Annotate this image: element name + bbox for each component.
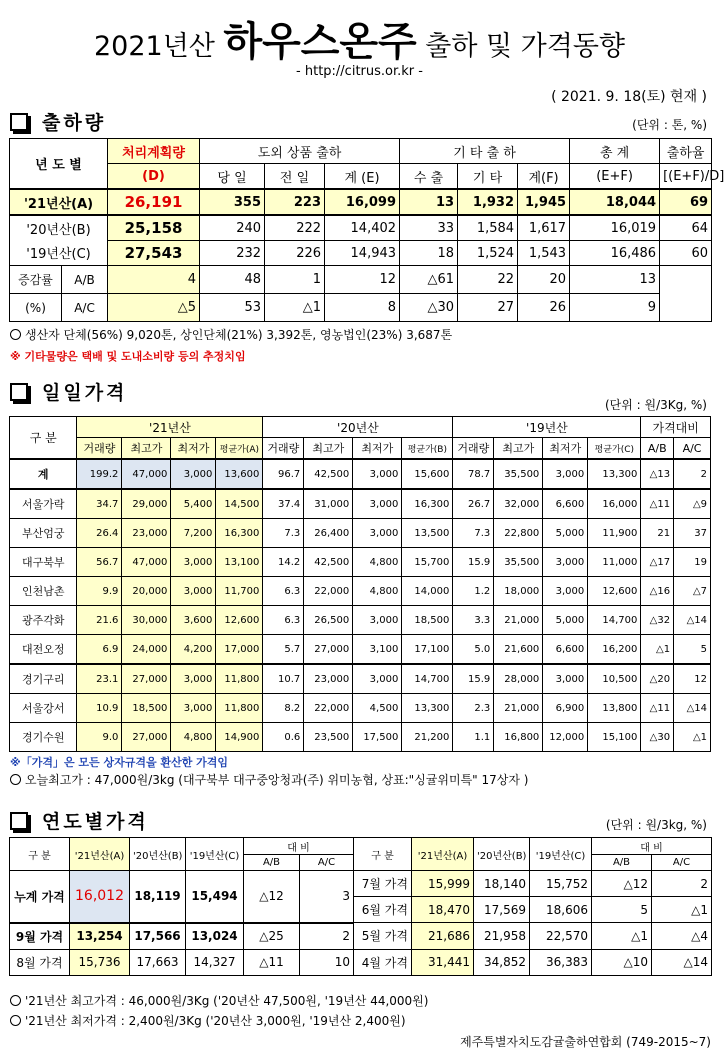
price-cell: 9.0 <box>77 723 122 752</box>
table-row <box>10 459 711 489</box>
price-cell: 13,500 <box>402 519 453 548</box>
price-cell: 29,000 <box>122 489 171 519</box>
table-row: 8월 가격 15,736 17,663 14,327 △11 10 4월 가격 31,441 34,852 36,383 △10 △14 <box>10 949 712 975</box>
price-cell: 15,700 <box>402 548 453 577</box>
price-cell: 0.6 <box>263 723 304 752</box>
circle-bullet-icon <box>10 1015 21 1026</box>
price-cell: △11 <box>641 489 674 519</box>
yearly-unit: (단위 : 원/3kg, %) <box>605 818 707 832</box>
circle-bullet-icon <box>10 329 21 340</box>
price-cell: 37 <box>674 519 711 548</box>
header-rate: 출하율 <box>660 139 712 164</box>
title-suffix: 출하 및 가격동향 <box>425 31 626 62</box>
price-cell: 3.3 <box>453 606 494 635</box>
daily-unit: (단위 : 원/3Kg, %) <box>604 398 707 412</box>
price-cell: 8.2 <box>263 694 304 723</box>
header-plan: 처리계획량 <box>108 139 200 164</box>
price-cell: 26.4 <box>77 519 122 548</box>
price-cell: 14,000 <box>402 577 453 606</box>
price-cell: 47,000 <box>122 548 171 577</box>
table-row <box>10 577 711 606</box>
price-cell: △14 <box>674 694 711 723</box>
checkbox-square-icon <box>10 383 28 401</box>
price-cell: 18,000 <box>494 577 543 606</box>
price-cell: △9 <box>674 489 711 519</box>
header-gubun: 구 분 <box>10 417 77 460</box>
price-cell: 23,500 <box>304 723 353 752</box>
price-note: ※「가격」은 모든 상자규격을 환산한 가격임 <box>10 756 229 769</box>
price-cell: 199.2 <box>77 459 122 489</box>
price-cell: 7.3 <box>453 519 494 548</box>
price-cell: 16,200 <box>588 635 641 665</box>
price-cell: 18,500 <box>402 606 453 635</box>
max-price-note: '21년산 최고가격 : 46,000원/3Kg ('20년산 47,500원, '19년산 44,000원) <box>10 992 428 1009</box>
price-cell: 5,400 <box>171 489 216 519</box>
column-header: 최저가 <box>171 438 216 460</box>
shipment-unit: (단위 : 톤, %) <box>632 118 707 132</box>
min-price-note: '21년산 최저가격 : 2,400원/3Kg ('20년산 3,000원, '19년산 2,400원) <box>10 1012 406 1029</box>
price-cell: 27,000 <box>122 723 171 752</box>
column-header: 최고가 <box>494 438 543 460</box>
header-year: 년 도 별 <box>10 139 108 190</box>
price-cell: 13,300 <box>402 694 453 723</box>
price-cell: 5,000 <box>543 519 588 548</box>
price-cell: 7,200 <box>171 519 216 548</box>
price-cell: 19 <box>674 548 711 577</box>
market-name: 부산엄궁 <box>10 519 77 548</box>
header-21: '21년산 <box>77 417 263 438</box>
price-cell: 31,000 <box>304 489 353 519</box>
price-cell: △17 <box>641 548 674 577</box>
header-inside: 도외 상품 출하 <box>200 139 400 164</box>
price-cell: 3,000 <box>543 577 588 606</box>
price-cell: 22,800 <box>494 519 543 548</box>
checkbox-square-icon <box>10 113 28 131</box>
price-cell: 42,500 <box>304 548 353 577</box>
column-header: 거래량 <box>453 438 494 460</box>
price-cell: 5.7 <box>263 635 304 665</box>
column-header: 최고가 <box>304 438 353 460</box>
price-cell: △11 <box>641 694 674 723</box>
column-header: 최고가 <box>122 438 171 460</box>
price-cell: △30 <box>641 723 674 752</box>
header-plan-d: (D) <box>108 164 200 190</box>
price-cell: 3,000 <box>543 664 588 694</box>
daily-heading: 일일가격 <box>10 378 127 405</box>
header-prev: 전 일 <box>265 164 325 190</box>
price-cell: 56.7 <box>77 548 122 577</box>
market-name: 경기수원 <box>10 723 77 752</box>
price-cell: 3,000 <box>171 548 216 577</box>
table-row <box>10 519 711 548</box>
price-cell: 26,400 <box>304 519 353 548</box>
column-header: 평균가(C) <box>588 438 641 460</box>
price-cell: 23.1 <box>77 664 122 694</box>
price-cell: 22,000 <box>304 694 353 723</box>
header-etc: 기 타 <box>458 164 518 190</box>
header-sum-f: 계(F) <box>518 164 570 190</box>
price-cell: 23,000 <box>122 519 171 548</box>
page-title <box>0 10 719 67</box>
price-cell: 6.9 <box>77 635 122 665</box>
market-name: 대전오정 <box>10 635 77 665</box>
market-name: 계 <box>10 459 77 489</box>
table-row: '19년산(C) 27,543 232 226 14,943 18 1,524 1,543 16,486 60 <box>10 241 712 266</box>
market-name: 인천남촌 <box>10 577 77 606</box>
price-cell: △1 <box>641 635 674 665</box>
price-cell: 32,000 <box>494 489 543 519</box>
price-cell: 34.7 <box>77 489 122 519</box>
price-cell: 16,000 <box>588 489 641 519</box>
price-cell: 30,000 <box>122 606 171 635</box>
title-main: 하우스온주 <box>223 19 417 65</box>
price-cell: 35,500 <box>494 459 543 489</box>
column-header: 거래량 <box>77 438 122 460</box>
price-cell: 21,600 <box>494 635 543 665</box>
circle-bullet-icon <box>10 995 21 1006</box>
price-cell: 6,900 <box>543 694 588 723</box>
column-header: 최저가 <box>353 438 402 460</box>
column-header: A/C <box>674 438 711 460</box>
price-cell: 10.9 <box>77 694 122 723</box>
price-cell: 27,000 <box>122 664 171 694</box>
price-cell: 16,800 <box>494 723 543 752</box>
price-cell: △13 <box>641 459 674 489</box>
checkbox-square-icon <box>10 812 28 830</box>
table-row <box>10 694 711 723</box>
price-cell: 21,000 <box>494 694 543 723</box>
price-cell: 15,600 <box>402 459 453 489</box>
price-cell: △1 <box>674 723 711 752</box>
table-row <box>10 635 711 665</box>
price-cell: 18,500 <box>122 694 171 723</box>
price-cell: 3,000 <box>171 459 216 489</box>
price-cell: 5 <box>674 635 711 665</box>
price-cell: 42,500 <box>304 459 353 489</box>
price-cell: 11,800 <box>216 664 263 694</box>
header-total: 총 계 <box>570 139 660 164</box>
column-header: 거래량 <box>263 438 304 460</box>
price-cell: 2.3 <box>453 694 494 723</box>
table-row <box>10 548 711 577</box>
price-cell: 11,700 <box>216 577 263 606</box>
shipment-heading: 출하량 <box>10 108 106 135</box>
price-cell: 3,000 <box>353 606 402 635</box>
price-cell: 3,000 <box>543 548 588 577</box>
price-cell: 3,000 <box>171 694 216 723</box>
price-cell: 3,000 <box>353 519 402 548</box>
table-row <box>10 664 711 694</box>
price-cell: 17,000 <box>216 635 263 665</box>
price-cell: 35,500 <box>494 548 543 577</box>
yearly-price-table: 구 분 '21년산(A) '20년산(B) '19년산(C) 대 비 구 분 '21년산(A) '20년산(B) '19년산(C) 대 비 A/B A/C A/B A/C 누계 가격 16,012 18,119 15,494 △12 3 7월 가격 15,999 18,140 15,752 △12 2 6월 가격 18,470 17,569 18,606 5 △1 9월 가격 13,254 17,566 13,024 △25 2 5월 가격 21,686 21,958 22,570 △1 △4 8월 가격 15,736 17,663 14,327 △11 10 4월 가격 31,441 34,852 36,383 △10 △14 <box>9 837 712 976</box>
price-cell: 26.7 <box>453 489 494 519</box>
header-export: 수 출 <box>400 164 458 190</box>
price-cell: 13,800 <box>588 694 641 723</box>
price-cell: 4,500 <box>353 694 402 723</box>
price-cell: △20 <box>641 664 674 694</box>
price-cell: 11,800 <box>216 694 263 723</box>
price-cell: 26,500 <box>304 606 353 635</box>
price-cell: 2 <box>674 459 711 489</box>
header-other: 기 타 출 하 <box>400 139 570 164</box>
price-cell: 15,100 <box>588 723 641 752</box>
price-cell: 3,000 <box>353 489 402 519</box>
header-compare: 가격대비 <box>641 417 711 438</box>
table-row: '21년산(A) 26,191 355 223 16,099 13 1,932 1,945 18,044 69 <box>10 189 712 215</box>
price-cell: 4,800 <box>353 548 402 577</box>
producer-note: 생산자 단체(56%) 9,020톤, 상인단체(21%) 3,392톤, 영농법인(23%) 3,687톤 <box>10 326 452 343</box>
price-cell: 12 <box>674 664 711 694</box>
price-cell: 5,000 <box>543 606 588 635</box>
price-cell: 47,000 <box>122 459 171 489</box>
price-cell: 4,800 <box>353 577 402 606</box>
price-cell: 14,900 <box>216 723 263 752</box>
price-cell: 3,000 <box>171 577 216 606</box>
price-cell: 17,100 <box>402 635 453 665</box>
price-cell: 11,000 <box>588 548 641 577</box>
price-cell: 16,300 <box>402 489 453 519</box>
header-20: '20년산 <box>263 417 453 438</box>
price-cell: △16 <box>641 577 674 606</box>
price-cell: 1.1 <box>453 723 494 752</box>
price-cell: 11,900 <box>588 519 641 548</box>
price-cell: 10,500 <box>588 664 641 694</box>
table-row: 6월 가격 18,470 17,569 18,606 5 △1 <box>10 897 712 923</box>
header-rate-formula: [(E+F)/D] <box>660 164 712 190</box>
market-name: 광주각화 <box>10 606 77 635</box>
price-cell: 24,000 <box>122 635 171 665</box>
price-cell: 20,000 <box>122 577 171 606</box>
price-cell: 14,500 <box>216 489 263 519</box>
footer-org: 제주특별자치도감귤출하연합회 (749-2015~7) <box>460 1035 711 1049</box>
price-cell: 16,300 <box>216 519 263 548</box>
table-row <box>10 489 711 519</box>
price-cell: 28,000 <box>494 664 543 694</box>
report-date: ( 2021. 9. 18(토) 현재 ) <box>551 89 707 105</box>
table-row: 누계 가격 16,012 18,119 15,494 △12 3 7월 가격 15,999 18,140 15,752 △12 2 <box>10 871 712 897</box>
column-header: 최저가 <box>543 438 588 460</box>
price-cell: 21 <box>641 519 674 548</box>
price-cell: 6.3 <box>263 606 304 635</box>
title-prefix: 2021년산 <box>93 31 215 62</box>
table-row <box>10 723 711 752</box>
price-cell: 21,200 <box>402 723 453 752</box>
price-cell: 3,600 <box>171 606 216 635</box>
price-cell: 13,100 <box>216 548 263 577</box>
market-name: 서울가락 <box>10 489 77 519</box>
price-cell: 3,000 <box>353 664 402 694</box>
column-header: A/B <box>641 438 674 460</box>
price-cell: 15.9 <box>453 548 494 577</box>
price-cell: 5.0 <box>453 635 494 665</box>
market-name: 서울강서 <box>10 694 77 723</box>
price-cell: 3,000 <box>353 459 402 489</box>
price-cell: 12,000 <box>543 723 588 752</box>
price-cell: △14 <box>674 606 711 635</box>
table-row: 9월 가격 13,254 17,566 13,024 △25 2 5월 가격 21,686 21,958 22,570 △1 △4 <box>10 923 712 950</box>
column-header: 평균가(B) <box>402 438 453 460</box>
price-cell: 78.7 <box>453 459 494 489</box>
price-cell: 3,000 <box>543 459 588 489</box>
price-cell: 10.7 <box>263 664 304 694</box>
price-cell: 21,000 <box>494 606 543 635</box>
price-cell: 17,500 <box>353 723 402 752</box>
price-cell: 14,700 <box>402 664 453 694</box>
price-cell: 14,700 <box>588 606 641 635</box>
market-name: 대구북부 <box>10 548 77 577</box>
price-cell: 7.3 <box>263 519 304 548</box>
price-cell: 13,300 <box>588 459 641 489</box>
price-cell: 27,000 <box>304 635 353 665</box>
price-cell: 4,200 <box>171 635 216 665</box>
table-row: 증감률 A/B 4 48 1 12 △61 22 20 13 <box>10 266 712 294</box>
price-cell: 13,600 <box>216 459 263 489</box>
header-sum-e: 계 (E) <box>325 164 400 190</box>
price-cell: 12,600 <box>588 577 641 606</box>
header-19: '19년산 <box>453 417 641 438</box>
price-cell: △7 <box>674 577 711 606</box>
site-url: - http://citrus.or.kr - <box>296 64 423 79</box>
price-cell: 3,000 <box>171 664 216 694</box>
price-cell: 15.9 <box>453 664 494 694</box>
price-cell: 21.6 <box>77 606 122 635</box>
price-cell: 14.2 <box>263 548 304 577</box>
column-header: 평균가(A) <box>216 438 263 460</box>
header-total-ef: (E+F) <box>570 164 660 190</box>
circle-bullet-icon <box>10 774 21 785</box>
price-cell: 3,100 <box>353 635 402 665</box>
price-cell: 37.4 <box>263 489 304 519</box>
price-cell: 6.3 <box>263 577 304 606</box>
price-cell: 4,800 <box>171 723 216 752</box>
price-cell: 12,600 <box>216 606 263 635</box>
price-cell: 6,600 <box>543 635 588 665</box>
price-cell: 22,000 <box>304 577 353 606</box>
table-row <box>10 606 711 635</box>
market-name: 경기구리 <box>10 664 77 694</box>
table-row: (%) A/C △5 53 △1 8 △30 27 26 9 <box>10 294 712 322</box>
top-price-note: 오늘최고가 : 47,000원/3kg (대구북부 대구중앙청과(주) 위미농협, 상표:"싱귤위미특" 17상자 ) <box>10 771 528 788</box>
daily-price-table <box>9 416 711 752</box>
header-day: 당 일 <box>200 164 265 190</box>
table-row: '20년산(B) 25,158 240 222 14,402 33 1,584 1,617 16,019 64 <box>10 215 712 241</box>
etc-note: ※ 기타물량은 택배 및 도내소비량 등의 추정치임 <box>10 350 246 363</box>
price-cell: 23,000 <box>304 664 353 694</box>
price-cell: 9.9 <box>77 577 122 606</box>
price-cell: 96.7 <box>263 459 304 489</box>
yearly-heading: 연도별가격 <box>10 807 149 834</box>
price-cell: 1.2 <box>453 577 494 606</box>
price-cell: △32 <box>641 606 674 635</box>
price-cell: 6,600 <box>543 489 588 519</box>
shipment-table <box>9 138 724 322</box>
